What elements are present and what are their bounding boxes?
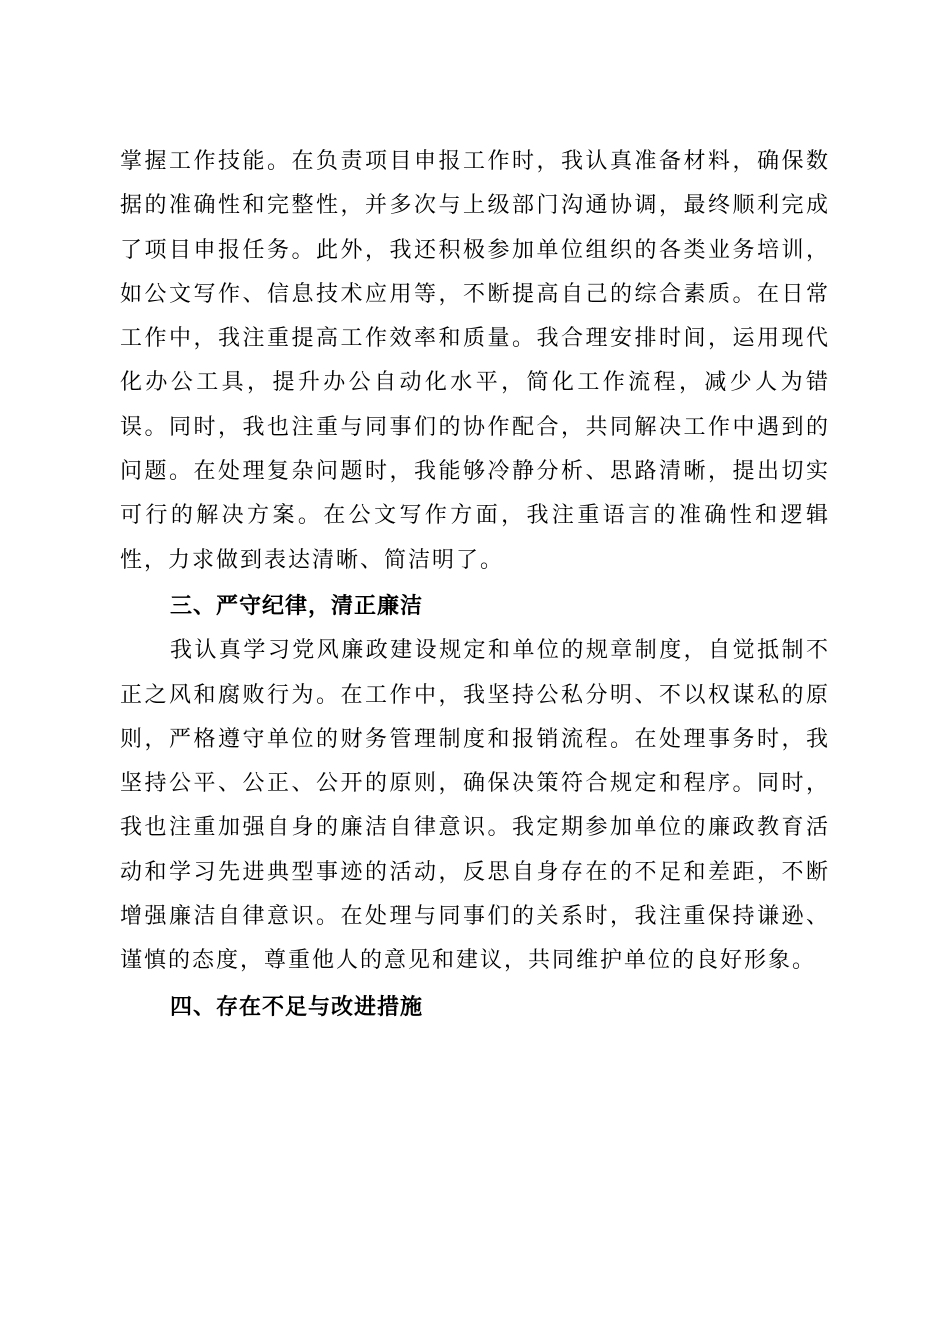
document-page bbox=[120, 140, 830, 1030]
body-paragraph-section-3: 我认真学习党风廉政建设规定和单位的规章制度，自觉抵制不正之风和腐败行为。在工作中，我坚持公私分明、不以权谋私的原则，严格遵守单位的财务管理制度和报销流程。在处理事务时，我坚持公平、公正、公开的原则，确保决策符合规定和程序。同时，我也注重加强自身的廉洁自律意识。我定期参加单位的廉政教育活动和学习先进典型事迹的活动，反思自身存在的不足和差距，不断增强廉洁自律意识。在处理与同事们的关系时，我注重保持谦逊、谨慎的态度，尊重他人的意见和建议，共同维护单位的良好形象。 bbox=[120, 638, 830, 974]
section-heading-3: 三、严守纪律，清正廉洁 bbox=[170, 593, 424, 619]
body-paragraph-continued: 掌握工作技能。在负责项目申报工作时，我认真准备材料，确保数据的准确性和完整性，并多次与上级部门沟通协调，最终顺利完成了项目申报任务。此外，我还积极参加单位组织的各类业务培训，如公文写作、信息技术应用等，不断提高自己的综合素质。在日常工作中，我注重提高工作效率和质量。我合理安排时间，运用现代化办公工具，提升办公自动化水平，简化工作流程，减少人为错误。同时，我也注重与同事们的协作配合，共同解决工作中遇到的问题。在处理复杂问题时，我能够冷静分析、思路清晰，提出切实可行的解决方案。在公文写作方面，我注重语言的准确性和逻辑性，力求做到表达清晰、简洁明了。 bbox=[120, 149, 830, 573]
section-heading-4: 四、存在不足与改进措施 bbox=[170, 994, 424, 1020]
